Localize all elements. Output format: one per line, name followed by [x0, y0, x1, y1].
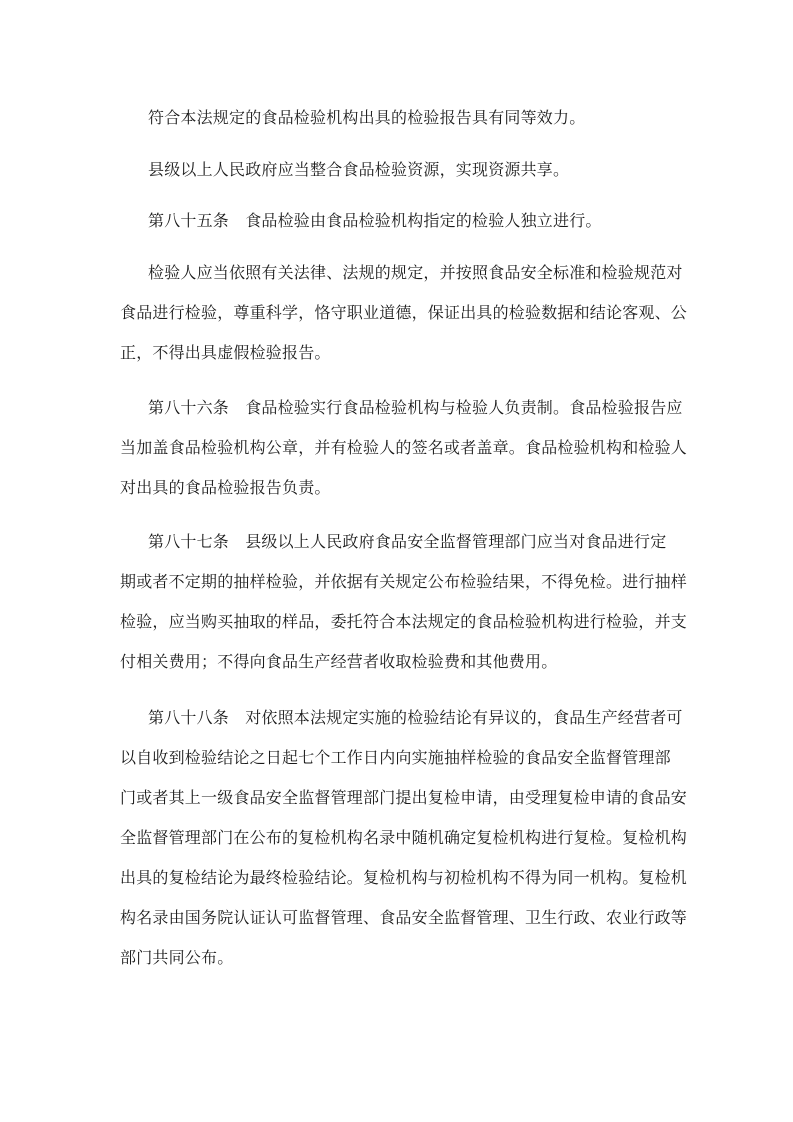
paragraph-line: 符合本法规定的食品检验机构出具的检验报告具有同等效力。 [148, 108, 586, 127]
paragraph-line: 部门共同公布。 [120, 948, 234, 967]
article-85-heading [120, 201, 680, 241]
paragraph-line: 第八十七条 县级以上人民政府食品安全监督管理部门应当对食品进行定 [148, 532, 667, 551]
article-88 [120, 698, 688, 978]
paragraph-line: 食品进行检验，尊重科学，恪守职业道德，保证出具的检验数据和结论客观、公 [120, 303, 688, 322]
paragraph-4 [120, 253, 688, 373]
paragraph-line: 检验，应当购买抽取的样品，委托符合本法规定的食品检验机构进行检验，并支 [120, 612, 688, 631]
paragraph-line: 构名录由国务院认证认可监督管理、食品安全监督管理、卫生行政、农业行政等 [120, 908, 688, 927]
paragraph-line: 检验人应当依照有关法律、法规的规定，并按照食品安全标准和检验规范对 [148, 263, 683, 282]
paragraph-line: 期或者不定期的抽样检验，并依据有关规定公布检验结果，不得免检。进行抽样 [120, 572, 688, 591]
paragraph-line: 县级以上人民政府应当整合食品检验资源，实现资源共享。 [148, 160, 570, 179]
paragraph-line: 门或者其上一级食品安全监督管理部门提出复检申请，由受理复检申请的食品安 [120, 788, 688, 807]
paragraph-1 [120, 98, 680, 138]
paragraph-line: 付相关费用；不得向食品生产经营者收取检验费和其他费用。 [120, 652, 558, 671]
paragraph-line: 出具的复检结论为最终检验结论。复检机构与初检机构不得为同一机构。复检机 [120, 868, 688, 887]
paragraph-line: 全监督管理部门在公布的复检机构名录中随机确定复检机构进行复检。复检机构 [120, 828, 688, 847]
paragraph-2 [120, 150, 680, 190]
paragraph-line: 第八十五条 食品检验由食品检验机构指定的检验人独立进行。 [148, 211, 602, 230]
paragraph-line: 第八十六条 食品检验实行食品检验机构与检验人负责制。食品检验报告应 [148, 398, 683, 417]
paragraph-line: 正，不得出具虚假检验报告。 [120, 343, 331, 362]
paragraph-line: 当加盖食品检验机构公章，并有检验人的签名或者盖章。食品检验机构和检验人 [120, 438, 688, 457]
article-87 [120, 522, 688, 682]
paragraph-line: 对出具的食品检验报告负责。 [120, 478, 331, 497]
paragraph-line: 以自收到检验结论之日起七个工作日内向实施抽样检验的食品安全监督管理部 [120, 748, 671, 767]
paragraph-line: 第八十八条 对依照本法规定实施的检验结论有异议的，食品生产经营者可 [148, 708, 683, 727]
article-86 [120, 388, 688, 508]
